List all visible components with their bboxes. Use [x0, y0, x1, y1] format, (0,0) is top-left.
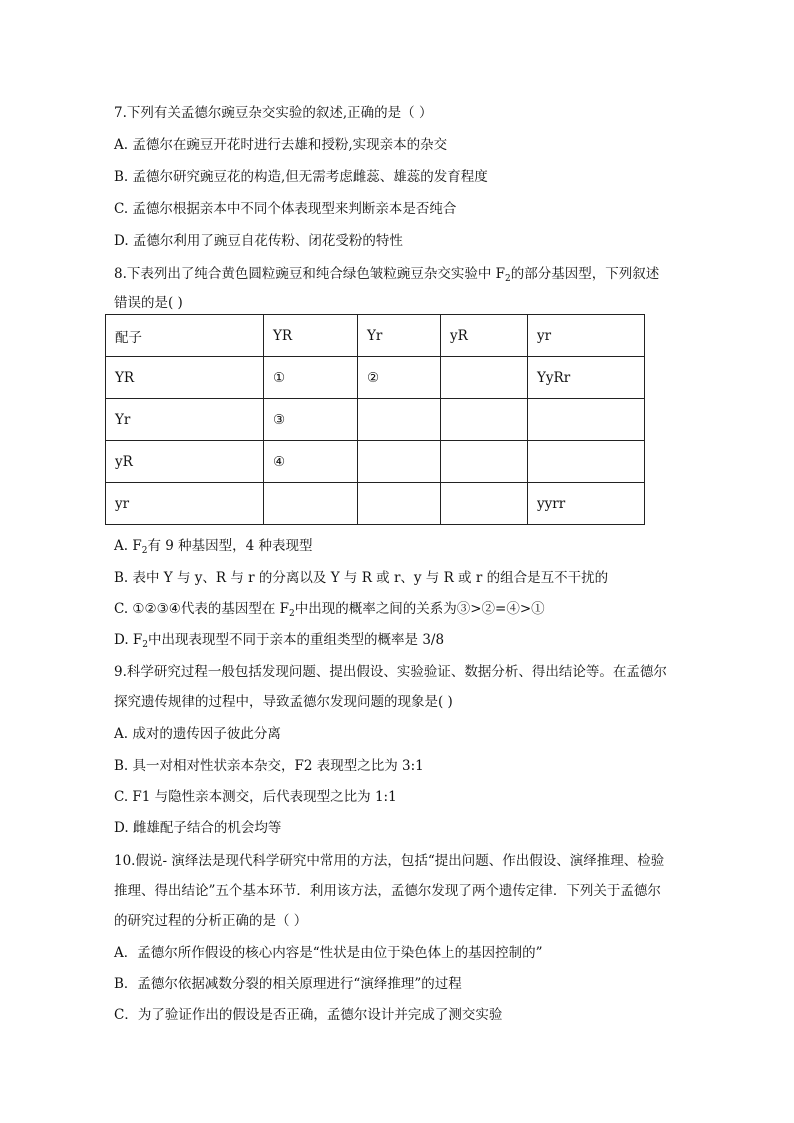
table-cell	[441, 399, 528, 441]
table-row	[106, 399, 645, 441]
table-cell: Yr	[106, 399, 264, 441]
table-cell: YyRr	[528, 357, 645, 399]
table-cell	[441, 441, 528, 483]
q7-stem: 7.下列有关孟德尔豌豆杂交实验的叙述,正确的是（ ）	[114, 105, 433, 121]
q10-option-a: A．孟德尔所作假设的核心内容是“性状是由位于染色体上的基因控制的”	[114, 945, 543, 961]
table-cell	[358, 399, 441, 441]
table-header-row	[106, 315, 645, 357]
table-cell	[264, 483, 358, 525]
table-row	[106, 441, 645, 483]
q10-stem-line1: 10.假说- 演绎法是现代科学研究中常用的方法，包括“提出问题、作出假设、演绎推理、检验	[114, 853, 665, 869]
table-header-cell: Yr	[358, 315, 441, 357]
table-cell: ③	[264, 399, 358, 441]
table-cell: yyrr	[528, 483, 645, 525]
table-cell: ②	[358, 357, 441, 399]
table-header-cell: yR	[441, 315, 528, 357]
q8-option-a: A. $F_2$有 9 种基因型，4 种表现型	[114, 538, 313, 556]
q7-option-d: D. 孟德尔利用了豌豆自花传粉、闭花受粉的特性	[114, 233, 403, 249]
q7-option-b: B. 孟德尔研究豌豆花的构造,但无需考虑雌蕊、雄蕊的发育程度	[114, 169, 488, 185]
q9-option-d: D. 雌雄配子结合的机会均等	[114, 820, 282, 836]
table-cell: ①	[264, 357, 358, 399]
table-row	[106, 357, 645, 399]
q9-stem-line2: 探究遗传规律的过程中，导致孟德尔发现问题的现象是( )	[114, 694, 453, 710]
table-header-cell: 配子	[106, 315, 264, 357]
q9-stem-line1: 9.科学研究过程一般包括发现问题、提出假设、实验验证、数据分析、得出结论等。在孟德尔	[114, 664, 667, 680]
table-row	[106, 483, 645, 525]
q9-option-c: C. F1 与隐性亲本测交，后代表现型之比为 1:1	[114, 789, 397, 805]
q8-stem: 8.下表列出了纯合黄色圆粒豌豆和纯合绿色皱粒豌豆杂交实验中 $F_2$的部分基因型，下列叙述	[114, 266, 660, 284]
table-cell	[358, 483, 441, 525]
table-cell	[441, 483, 528, 525]
table-cell	[358, 441, 441, 483]
q8-stem-line2: 错误的是( )	[114, 295, 183, 311]
table-cell	[441, 357, 528, 399]
q10-stem-line3: 的研究过程的分析正确的是（ ）	[114, 913, 308, 929]
table-header-cell: yr	[528, 315, 645, 357]
table-cell: YR	[106, 357, 264, 399]
table-cell: yr	[106, 483, 264, 525]
q9-option-a: A. 成对的遗传因子彼此分离	[114, 726, 281, 742]
table-cell	[528, 399, 645, 441]
q10-option-c: C．为了验证作出的假设是否正确，孟德尔设计并完成了测交实验	[114, 1007, 503, 1023]
table-cell: ④	[264, 441, 358, 483]
q9-option-b: B. 具一对相对性状亲本杂交，F2 表现型之比为 3:1	[114, 758, 424, 774]
gamete-table	[105, 314, 645, 525]
q8-option-b: B. 表中 Y 与 y、R 与 r 的分离以及 Y 与 R 或 r、y 与 R 或 r 的组合是互不干扰的	[114, 570, 609, 586]
q8-option-c: C. ①②③④代表的基因型在 $F_2$中出现的概率之间的关系为③>②=④>①	[114, 601, 545, 619]
q10-option-b: B．孟德尔依据减数分裂的相关原理进行“演绎推理”的过程	[114, 976, 462, 992]
q7-option-c: C. 孟德尔根据亲本中不同个体表现型来判断亲本是否纯合	[114, 201, 457, 217]
table-cell: yR	[106, 441, 264, 483]
table-header-cell: YR	[264, 315, 358, 357]
q7-option-a: A. 孟德尔在豌豆开花时进行去雄和授粉,实现亲本的杂交	[114, 137, 448, 153]
q8-option-d: D. $F_2$中出现表现型不同于亲本的重组类型的概率是 3/8	[114, 632, 445, 650]
q10-stem-line2: 推理、得出结论”五个基本环节．利用该方法，孟德尔发现了两个遗传定律．下列关于孟德尔	[114, 883, 661, 899]
table-cell	[528, 441, 645, 483]
